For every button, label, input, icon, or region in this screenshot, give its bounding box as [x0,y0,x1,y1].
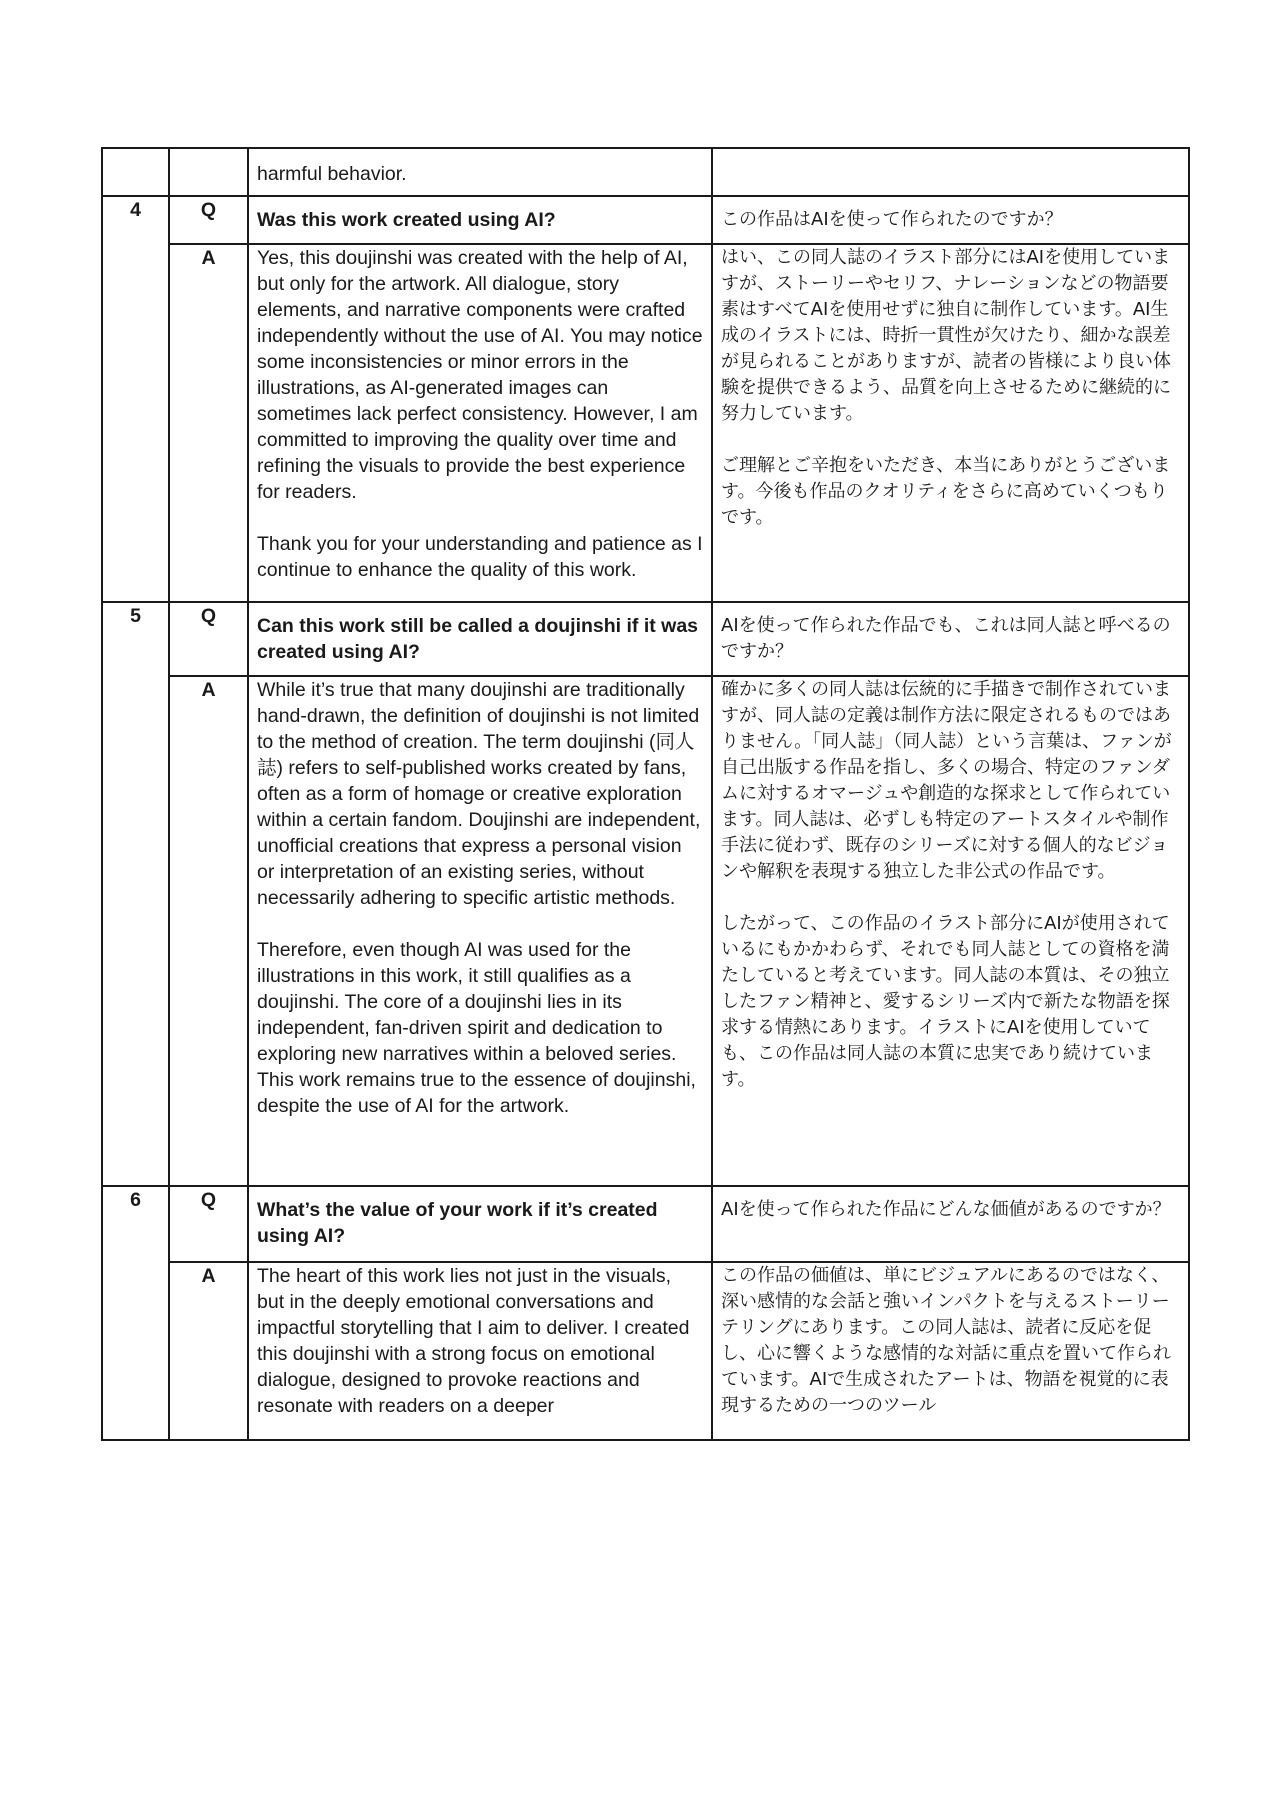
continuation-text-ja [712,148,1189,196]
faq-table [101,147,1190,1441]
answer-ja-6 [712,1262,1189,1440]
answer-ja-4-para-1: はい、この同人誌のイラスト部分にはAIを使用していますが、ストーリーやセリフ、ナレーションなどの物語要素はすべてAIを使用せずに独自に制作しています。AI生成のイラストには、時折一貫性が欠けたり、細かな誤差が見られることがありますが、読者の皆様により良い体験を提供できるよう、品質を向上させるために継続的に努力しています。 [721,247,1171,424]
label-cell [169,148,248,196]
question-ja-4: この作品はAIを使って作られたのですか？ [712,196,1189,244]
item-number-4: 4 [102,196,169,602]
answer-en-5-para-1: While it’s true that many doujinshi are traditionally hand-drawn, the definition of doujinshi is not limited to the method of creation. The term doujinshi (同人誌) refers to self-published works created by fans, often as a form of homage or creative exploration within a certain fandom. Doujinshi are independent, unofficial creations that express a personal vision or interpretation of an existing series, without necessarily adhering to specific artistic methods. [257,679,701,909]
question-en-4: Was this work created using AI? [248,196,712,244]
a-label-6: A [169,1262,248,1440]
question-en-5: Can this work still be called a doujinshi if it was created using AI? [248,602,712,676]
q-label-4: Q [169,196,248,244]
answer-ja-5 [712,676,1189,1186]
item-number-5: 5 [102,602,169,1186]
question-row-4 [102,196,1189,244]
answer-ja-4 [712,244,1189,602]
number-cell [102,148,169,196]
answer-row-5 [102,676,1189,1186]
answer-en-5 [248,676,712,1186]
continuation-text-en [248,148,712,196]
question-ja-6: AIを使って作られた作品にどんな価値があるのですか？ [712,1186,1189,1262]
question-row-5 [102,602,1189,676]
question-row-6 [102,1186,1189,1262]
continuation-text: harmful behavior. [257,163,407,185]
a-label-5: A [169,676,248,1186]
q-label-6: Q [169,1186,248,1262]
answer-en-4-para-1: Yes, this doujinshi was created with the help of AI, but only for the artwork. All dialogue, story elements, and narrative components were crafted independently without the use of AI. You may notice some inconsistencies or minor errors in the illustrations, as AI-generated images can sometimes lack perfect consistency. However, I am committed to improving the quality over time and refining the visuals to provide the best experience for readers. [257,247,703,503]
question-ja-5: AIを使って作られた作品でも、これは同人誌と呼べるのですか？ [712,602,1189,676]
answer-en-4-para-2: Thank you for your understanding and patience as I continue to enhance the quality of this work. [257,533,703,581]
q-label-5: Q [169,602,248,676]
item-number-6: 6 [102,1186,169,1440]
answer-en-6 [248,1262,712,1440]
answer-ja-6-para-1: この作品の価値は、単にビジュアルにあるのではなく、深い感情的な会話と強いインパクトを与えるストーリーテリングにあります。この同人誌は、読者に反応を促し、心に響くような感情的な対話に重点を置いて作られています。AIで生成されたアートは、物語を視覚的に表現するための一つのツール [721,1265,1171,1416]
question-en-6: What’s the value of your work if it’s created using AI? [248,1186,712,1262]
answer-row-6 [102,1262,1189,1440]
answer-en-5-para-2: Therefore, even though AI was used for the illustrations in this work, it still qualifies as a doujinshi. The core of a doujinshi lies in its independent, fan-driven spirit and dedication to exploring new narratives within a beloved series. This work remains true to the essence of doujinshi, despite the use of AI for the artwork. [257,939,696,1117]
answer-en-4 [248,244,712,602]
a-label-4: A [169,244,248,602]
answer-ja-4-para-2: ご理解とご辛抱をいただき、本当にありがとうございます。今後も作品のクオリティをさらに高めていくつもりです。 [721,455,1171,528]
answer-en-6-para-1: The heart of this work lies not just in the visuals, but in the deeply emotional conversations and impactful storytelling that I aim to deliver. I created this doujinshi with a strong focus on emotional dialogue, designed to provoke reactions and resonate with readers on a deeper [257,1265,690,1417]
answer-row-4 [102,244,1189,602]
answer-ja-5-para-2: したがって、この作品のイラスト部分にAIが使用されているにもかかわらず、それでも同人誌としての資格を満たしていると考えています。同人誌の本質は、その独立したファン精神と、愛するシリーズ内で新たな物語を探求する情熱にあります。イラストにAIを使用していても、この作品は同人誌の本質に忠実であり続けています。 [721,913,1170,1090]
continuation-row [102,148,1189,196]
answer-ja-5-para-1: 確かに多くの同人誌は伝統的に手描きで制作されていますが、同人誌の定義は制作方法に限定されるものではありません。「同人誌」（同人誌）という言葉は、ファンが自己出版する作品を指し、多くの場合、特定のファンダムに対するオマージュや創造的な探求として作られています。同人誌は、必ずしも特定のアートスタイルや制作手法に従わず、既存のシリーズに対する個人的なビジョンや解釈を表現する独立した非公式の作品です。 [721,679,1172,882]
